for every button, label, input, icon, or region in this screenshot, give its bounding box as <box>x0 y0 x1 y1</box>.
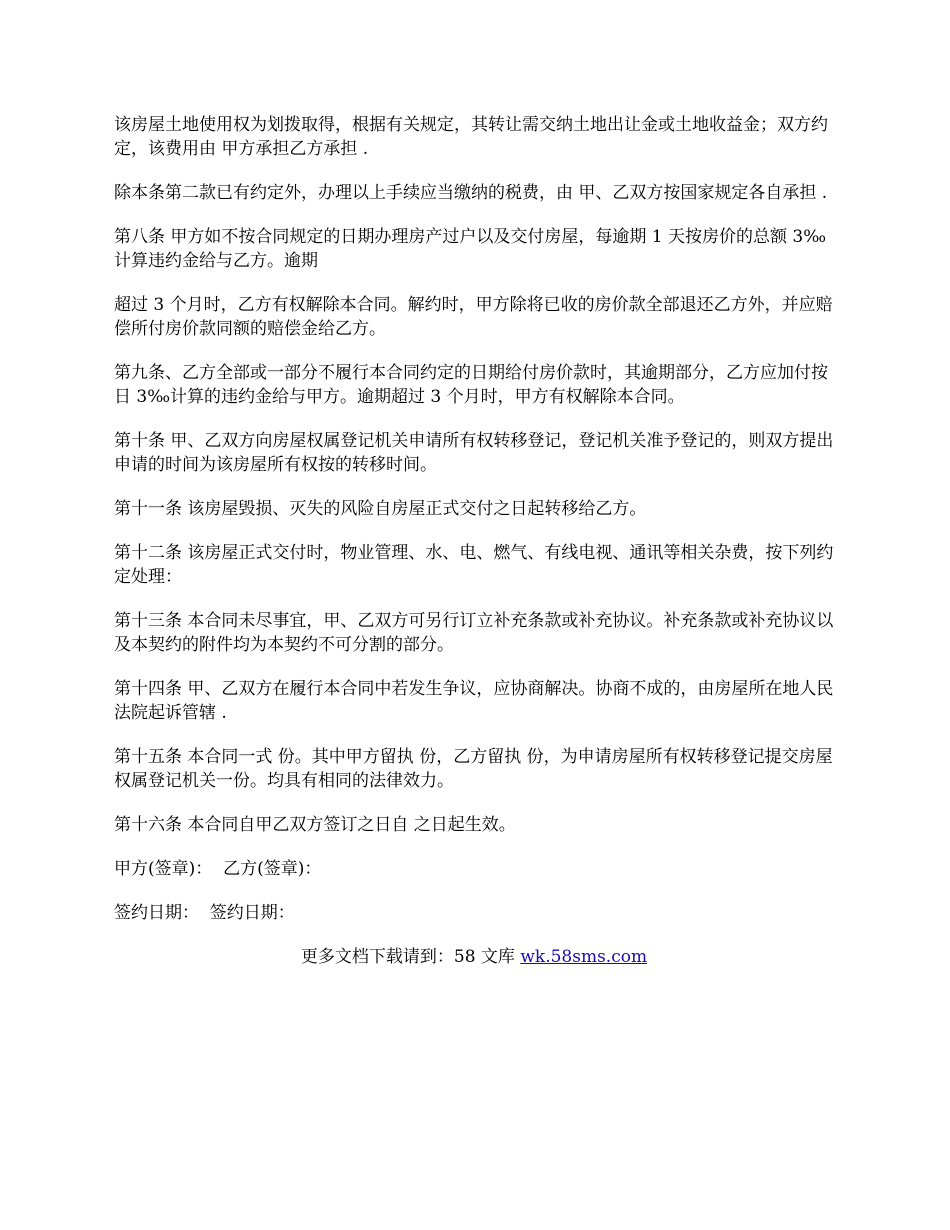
article-14: 第十四条 甲、乙双方在履行本合同中若发生争议，应协商解决。协商不成的，由房屋所在地人民法院起诉管辖 . <box>114 679 834 723</box>
article-11: 第十一条 该房屋毁损、灭失的风险自房屋正式交付之日起转移给乙方。 <box>114 499 647 519</box>
footer-link[interactable]: wk.58sms.com <box>520 947 648 967</box>
article-9: 第九条、乙方全部或一部分不履行本合同约定的日期给付房价款时，其逾期部分，乙方应加付按日 3‰计算的违约金给与甲方。逾期超过 3 个月时，甲方有权解除本合同。 <box>114 363 828 407</box>
article-15: 第十五条 本合同一式 份。其中甲方留执 份，乙方留执 份，为申请房屋所有权转移登记提交房屋权属登记机关一份。均具有相同的法律效力。 <box>114 747 833 791</box>
article-12: 第十二条 该房屋正式交付时，物业管理、水、电、燃气、有线电视、通讯等相关杂费，按下列约定处理： <box>114 543 834 587</box>
paragraph-taxes-fees: 除本条第二款已有约定外，办理以上手续应当缴纳的税费，由 甲、乙双方按国家规定各自承担 . <box>114 183 828 203</box>
article-8: 第八条 甲方如不按合同规定的日期办理房产过户以及交付房屋，每逾期 1 天按房价的总额 3‰计算违约金给与乙方。逾期 <box>114 227 827 271</box>
signature-line: 甲方(签章)： 乙方(签章)： <box>114 859 322 879</box>
article-16: 第十六条 本合同自甲乙双方签订之日自 之日起生效。 <box>114 815 516 835</box>
article-10: 第十条 甲、乙双方向房屋权属登记机关申请所有权转移登记，登记机关准予登记的，则双方提出申请的时间为该房屋所有权按的转移时间。 <box>114 431 834 475</box>
paragraph-land-use-right: 该房屋土地使用权为划拨取得，根据有关规定，其转让需交纳土地出让金或土地收益金；双方约定，该费用由 甲方承担乙方承担 . <box>114 115 828 159</box>
download-footer <box>114 945 834 969</box>
article-13: 第十三条 本合同未尽事宜，甲、乙双方可另行订立补充条款或补充协议。补充条款或补充协议以及本契约的附件均为本契约不可分割的部分。 <box>114 611 834 655</box>
signing-date-line: 签约日期： 签约日期： <box>114 903 295 923</box>
document-page <box>114 113 834 969</box>
footer-text: 更多文档下载请到：58 文库 <box>300 947 521 967</box>
article-8-continued: 超过 3 个月时，乙方有权解除本合同。解约时，甲方除将已收的房价款全部退还乙方外，并应赔偿所付房价款同额的赔偿金给乙方。 <box>114 295 833 339</box>
